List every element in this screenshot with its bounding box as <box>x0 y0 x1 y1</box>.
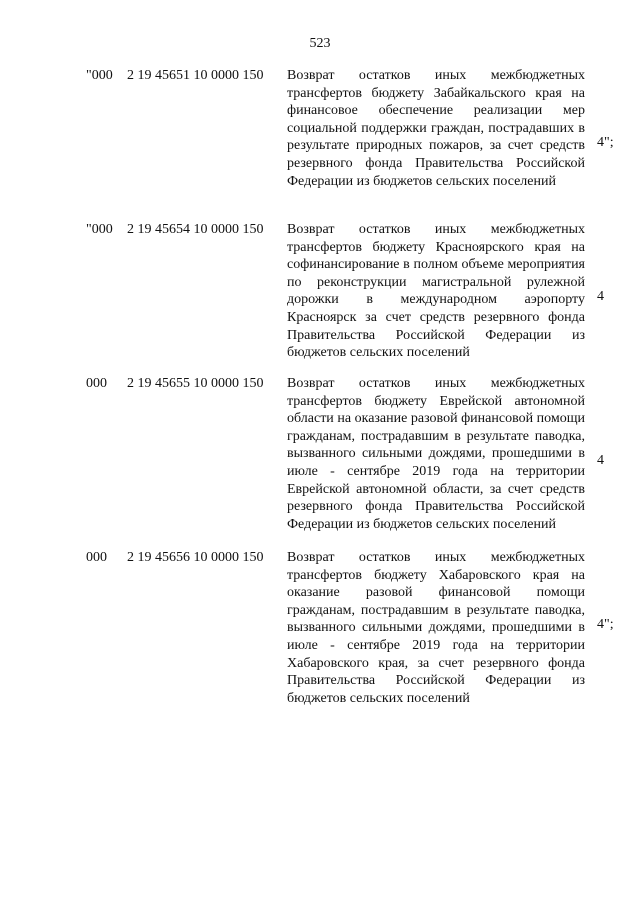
admin-code: "000 <box>86 222 113 237</box>
row-description: Возврат остатков иных межбюджетных трансфертов бюджету Забайкальского края на финансовое обеспечение реализации мер социальной поддержки граждан, пострадавших в результате природных пожаров, за счет средств резервного фонда Правительства Российской Федерации из бюджетов сельских поселений <box>287 68 585 189</box>
row-description: Возврат остатков иных межбюджетных трансфертов бюджету Еврейской автономной области на оказание разовой финансовой помощи гражданам, пострадавшим в результате паводка, вызванного сильными дождями, прошедшими в июле - сентябре 2019 года на территории Еврейской автономной области, за счет средств резервного фонда Правительства Российской Федерации из бюджетов сельских поселений <box>287 376 585 532</box>
row-amount: 4"; <box>597 135 614 150</box>
admin-code: "000 <box>86 68 113 83</box>
budget-classification-code: 2 19 45656 10 0000 150 <box>127 550 264 565</box>
budget-classification-code: 2 19 45651 10 0000 150 <box>127 68 264 83</box>
row-description: Возврат остатков иных межбюджетных трансфертов бюджету Красноярского края на софинансирование в полном объеме мероприятия по реконструкции магистральной рулежной дорожки в международном аэропорту Красноярск за счет средств резервного фонда Правительства Российской Федерации из бюджетов сельских поселений <box>287 222 585 361</box>
budget-classification-code: 2 19 45654 10 0000 150 <box>127 222 264 237</box>
admin-code: 000 <box>86 550 107 565</box>
budget-table <box>0 66 640 706</box>
row-amount: 4 <box>597 453 604 468</box>
page-number: 523 <box>309 36 331 51</box>
table-row <box>0 548 640 706</box>
row-amount: 4 <box>597 289 604 304</box>
row-description: Возврат остатков иных межбюджетных трансфертов бюджету Хабаровского края на оказание разовой финансовой помощи гражданам, пострадавшим в результате паводка, вызванного сильными дождями, прошедшими в июле - сентябре 2019 года на территории Хабаровского края, за счет резервного фонда Правительства Российской Федерации из бюджетов сельских поселений <box>287 550 585 706</box>
table-row <box>0 66 640 220</box>
row-amount: 4"; <box>597 617 614 632</box>
budget-classification-code: 2 19 45655 10 0000 150 <box>127 376 264 391</box>
table-row <box>0 220 640 374</box>
admin-code: 000 <box>86 376 107 391</box>
table-row <box>0 374 640 548</box>
